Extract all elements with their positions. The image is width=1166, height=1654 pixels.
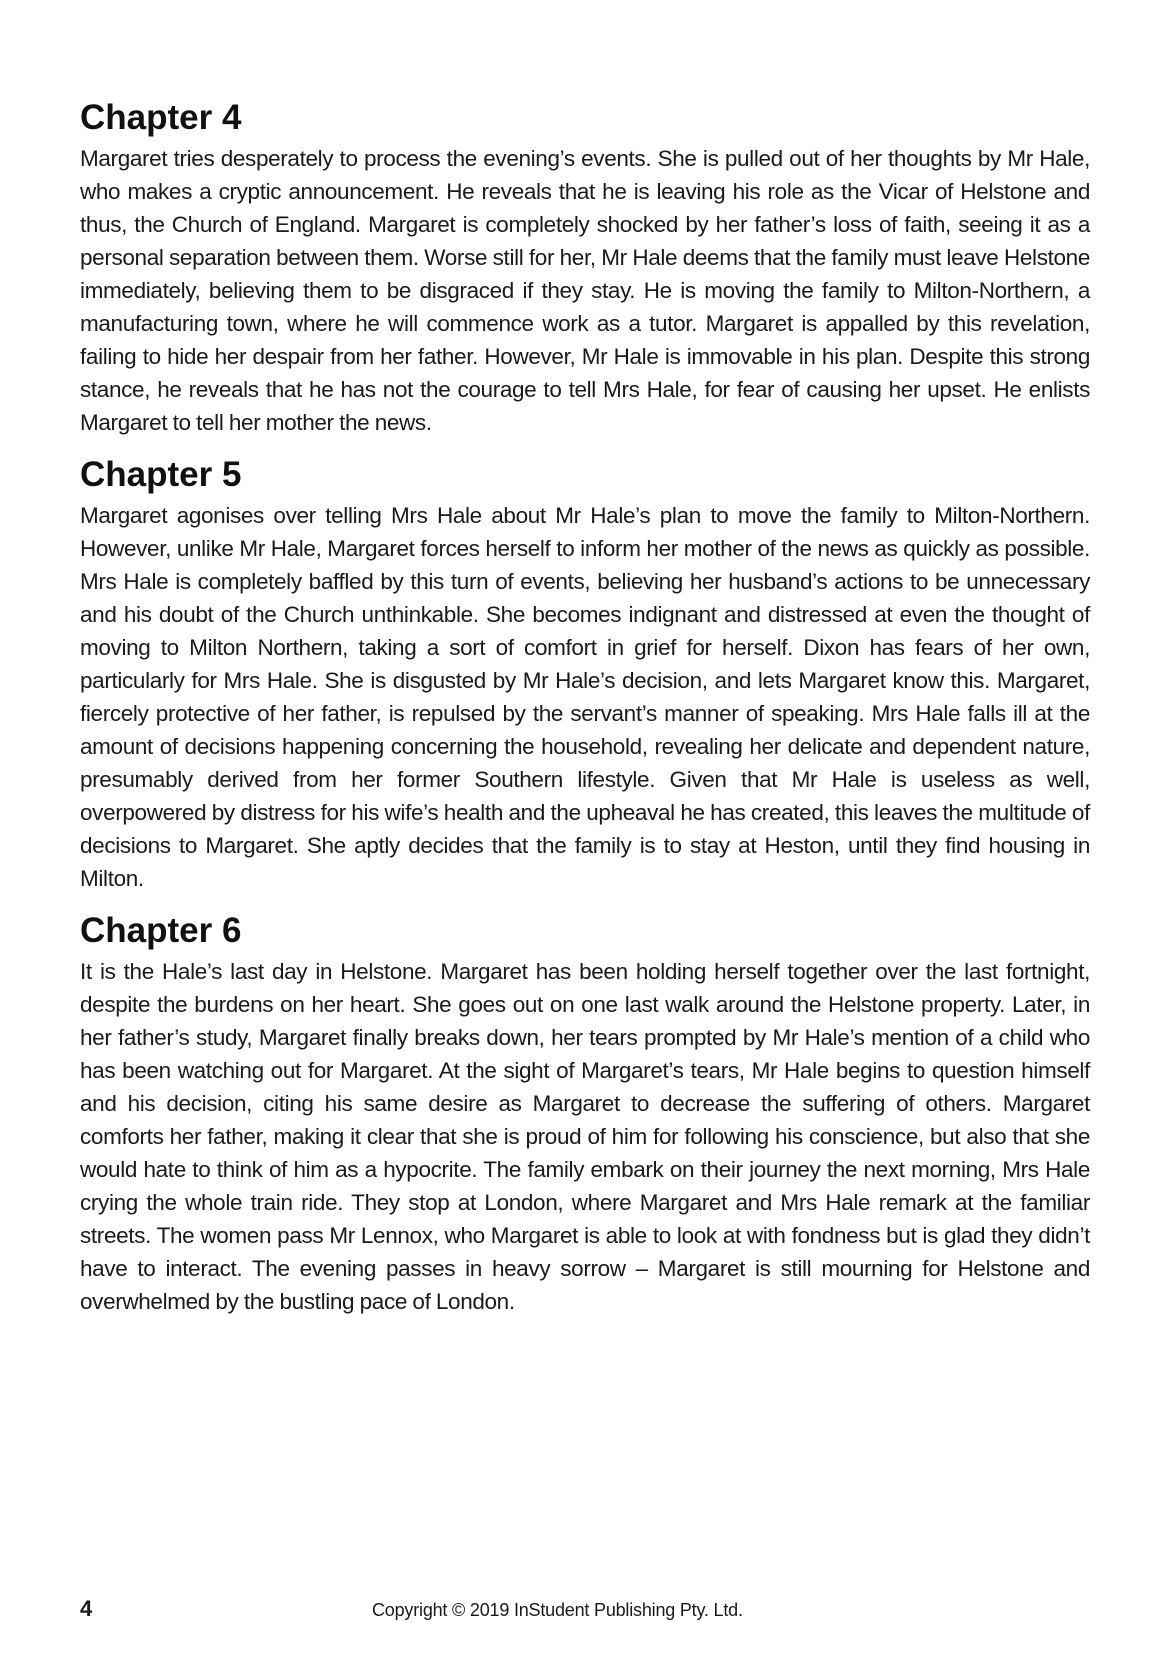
chapter-4-section	[80, 96, 1090, 439]
chapter-6-heading: Chapter 6	[80, 911, 242, 950]
chapter-6-section	[80, 909, 1090, 1318]
chapter-4-body: Margaret tries desperately to process the evening’s events. She is pulled out of her thoughts by Mr Hale, who makes a cryptic announcement. He reveals that he is leaving his role as the Vicar of Helstone and thus, the Church of England. Margaret is completely shocked by her father’s loss of faith, seeing it as a personal separation between them. Worse still for her, Mr Hale deems that the family must leave Helstone immediately, believing them to be disgraced if they stay. He is moving the family to Milton-Northern, a manufacturing town, where he will commence work as a tutor. Margaret is appalled by this revelation, failing to hide her despair from her father. However, Mr Hale is immovable in his plan. Despite this strong stance, he reveals that he has not the courage to tell Mrs Hale, for fear of causing her upset. He enlists Margaret to tell her mother the news.	[80, 146, 1090, 435]
chapter-5-section	[80, 453, 1090, 895]
chapter-5-body: Margaret agonises over telling Mrs Hale about Mr Hale’s plan to move the family to Milton-Northern. However, unlike Mr Hale, Margaret forces herself to inform her mother of the news as quickly as possible. Mrs Hale is completely baffled by this turn of events, believing her husband’s actions to be unnecessary and his doubt of the Church unthinkable. She becomes indignant and distressed at even the thought of moving to Milton Northern, taking a sort of comfort in grief for herself. Dixon has fears of her own, particularly for Mrs Hale. She is disgusted by Mr Hale’s decision, and lets Margaret know this. Margaret, fiercely protective of her father, is repulsed by the servant’s manner of speaking. Mrs Hale falls ill at the amount of decisions happening concerning the household, revealing her delicate and dependent nature, presumably derived from her former Southern lifestyle. Given that Mr Hale is useless as well, overpowered by distress for his wife’s health and the upheaval he has created, this leaves the multitude of decisions to Margaret. She aptly decides that the family is to stay at Heston, until they find housing in Milton.	[80, 503, 1090, 891]
page-footer	[80, 1594, 1090, 1630]
chapter-6-body: It is the Hale’s last day in Helstone. Margaret has been holding herself together over the last fortnight, despite the burdens on her heart. She goes out on one last walk around the Helstone property. Later, in her father’s study, Margaret finally breaks down, her tears prompted by Mr Hale’s mention of a child who has been watching out for Margaret. At the sight of Margaret’s tears, Mr Hale begins to question himself and his decision, citing his same desire as Margaret to decrease the suffering of others. Margaret comforts her father, making it clear that she is proud of him for following his conscience, but also that she would hate to think of him as a hypocrite. The family embark on their journey the next morning, Mrs Hale crying the whole train ride. They stop at London, where Margaret and Mrs Hale remark at the familiar streets. The women pass Mr Lennox, who Margaret is able to look at with fondness but is glad they didn’t have to interact. The evening passes in heavy sorrow – Margaret is still mourning for Helstone and overwhelmed by the bustling pace of London.	[80, 959, 1090, 1314]
chapter-4-heading: Chapter 4	[80, 98, 242, 137]
page-number: 4	[80, 1596, 93, 1621]
document-page	[80, 96, 1090, 1332]
copyright-notice: Copyright © 2019 InStudent Publishing Pty. Ltd.	[372, 1600, 743, 1620]
chapter-5-heading: Chapter 5	[80, 455, 242, 494]
